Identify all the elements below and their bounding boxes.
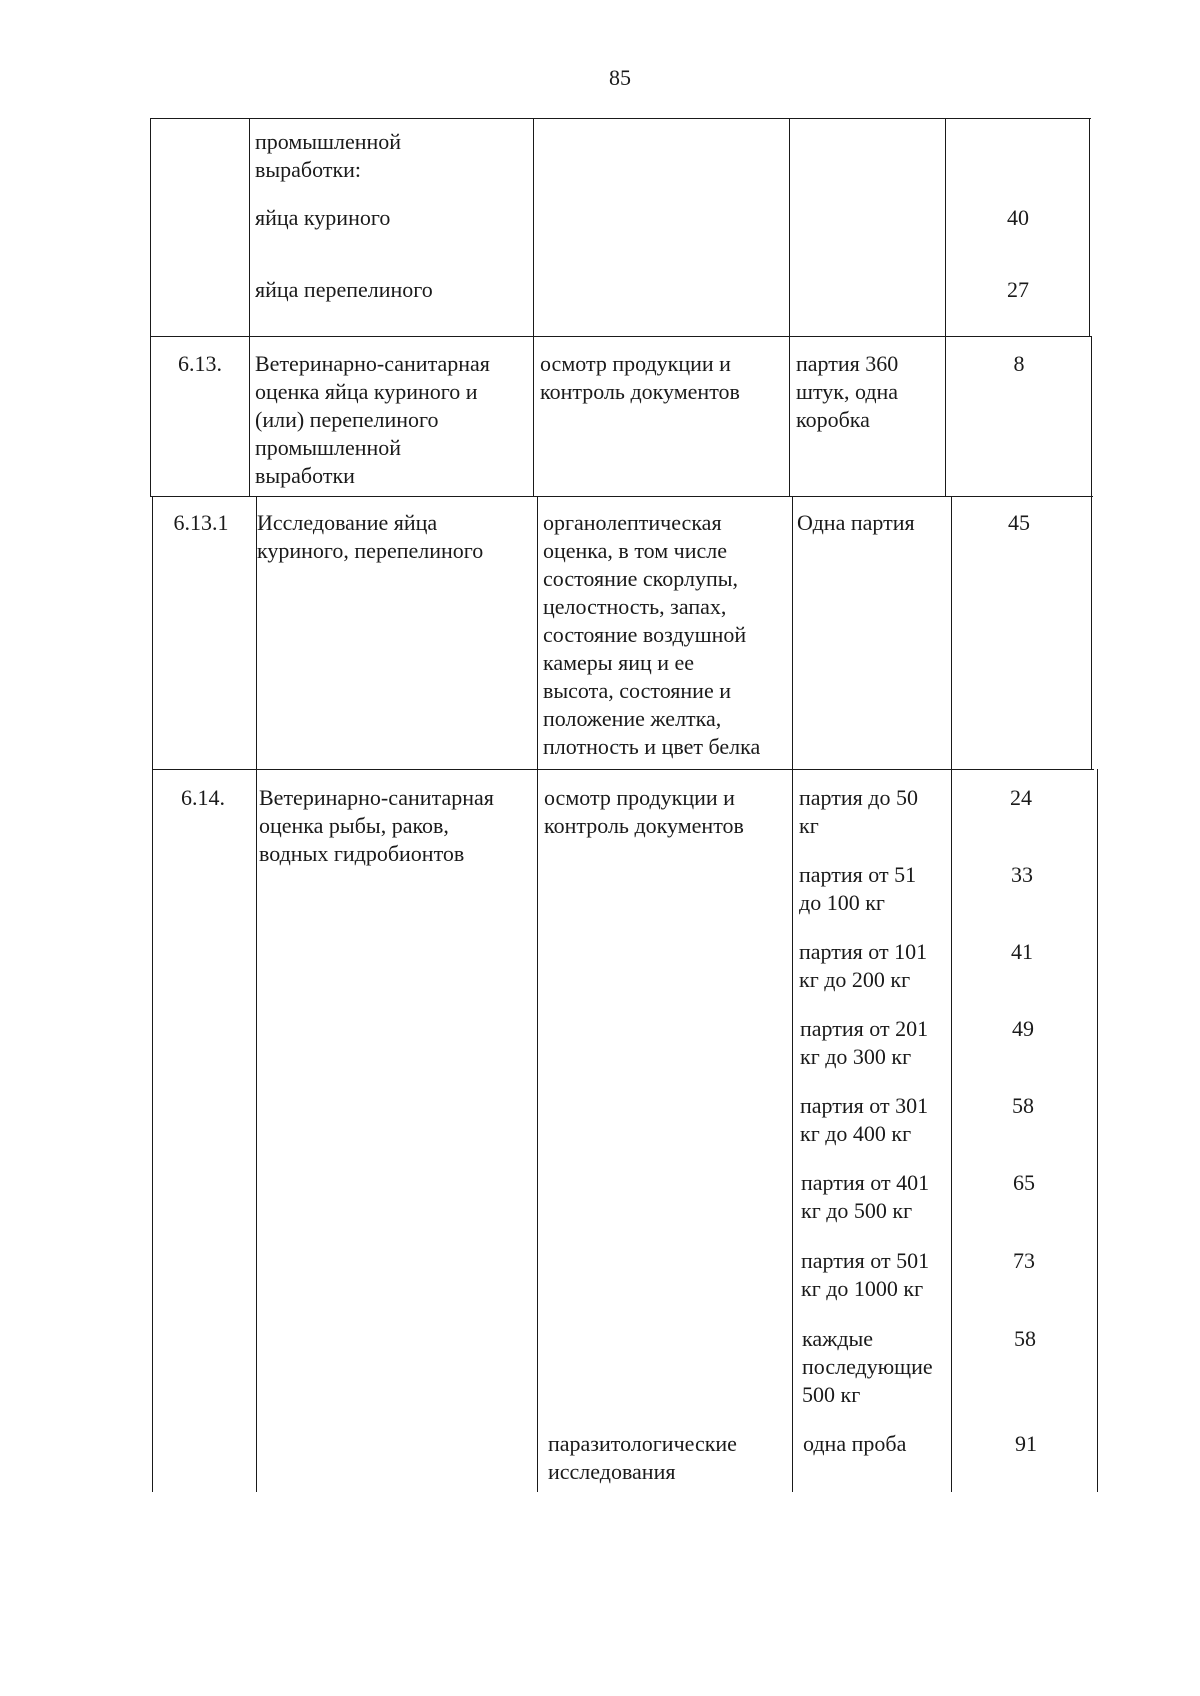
tier-price: 65 [1013, 1170, 1035, 1195]
row-price: 8 [1013, 351, 1025, 376]
row-name: Исследование яйца куриного, перепелиного [257, 510, 484, 563]
row-unit: Одна партия [797, 510, 915, 535]
page-number: 85 [609, 65, 631, 90]
row-number: 6.13. [178, 351, 222, 376]
row-method: органолептическая оценка, в том числе состояние скорлупы, целостность, запах, состояние воздушной камеры яиц и ее высота, состояние и положение желтка, плотность и цвет белка [543, 510, 761, 759]
tier-unit: партия от 101 кг до 200 кг [799, 939, 928, 992]
sub-label: яйца куриного [255, 205, 391, 230]
row-name: Ветеринарно-санитарная оценка рыбы, раков, водных гидробионтов [259, 785, 494, 866]
row-method: осмотр продукции и контроль документов [540, 351, 740, 404]
row-number: 6.14. [181, 785, 225, 810]
tier-price: 41 [1011, 939, 1033, 964]
sub-label: яйца перепелиного [255, 277, 433, 302]
row-price: 45 [1008, 510, 1030, 535]
tier-price: 24 [1010, 785, 1032, 810]
row-price-2: 91 [1015, 1431, 1037, 1456]
sub-price: 40 [1007, 205, 1029, 230]
tier-unit: партия от 501 кг до 1000 кг [801, 1248, 930, 1301]
tier-unit: партия от 201 кг до 300 кг [800, 1016, 929, 1069]
tier-price: 58 [1014, 1326, 1036, 1351]
tier-unit: партия от 401 кг до 500 кг [801, 1170, 930, 1223]
row-method: осмотр продукции и контроль документов [544, 785, 744, 838]
row-name: промышленной выработки: [255, 129, 402, 182]
tier-unit: партия от 301 кг до 400 кг [800, 1093, 929, 1146]
tier-unit: партия от 51 до 100 кг [799, 862, 917, 915]
row-number: 6.13.1 [173, 510, 229, 535]
tier-unit: партия до 50 кг [799, 785, 918, 838]
row-name: Ветеринарно-санитарная оценка яйца куриного и (или) перепелиного промышленной выработки [255, 351, 490, 488]
tier-price: 58 [1012, 1093, 1034, 1118]
tier-price: 33 [1011, 862, 1033, 887]
tier-price: 73 [1013, 1248, 1035, 1273]
row-unit: партия 360 штук, одна коробка [796, 351, 899, 432]
tier-unit: каждые последующие 500 кг [802, 1326, 933, 1407]
tier-price: 49 [1012, 1016, 1034, 1041]
row-unit-2: одна проба [803, 1431, 907, 1456]
sub-price: 27 [1007, 277, 1029, 302]
row-method-2: паразитологические исследования [548, 1431, 737, 1484]
